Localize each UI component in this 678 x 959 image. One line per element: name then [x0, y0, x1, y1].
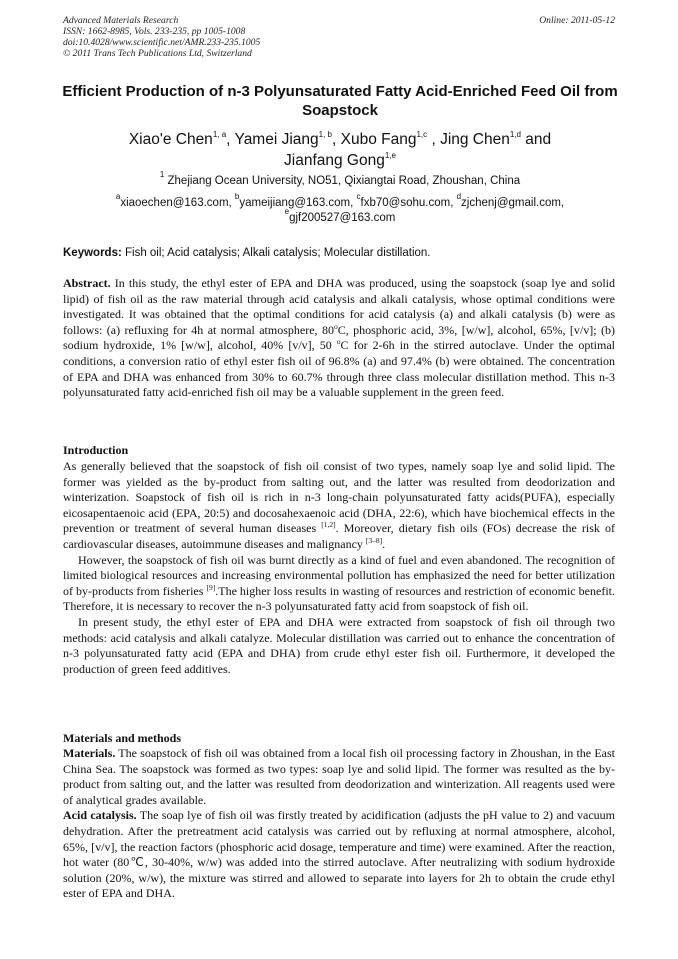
author-name: Jing Chen: [440, 131, 510, 148]
copyright-line: © 2011 Trans Tech Publications Ltd, Switzerland: [63, 48, 252, 59]
email-mark: a: [115, 192, 121, 201]
email-address[interactable]: fxb70@sohu.com,: [360, 197, 457, 209]
keywords: [63, 246, 615, 260]
online-date: Online: 2011-05-12: [539, 15, 615, 26]
author-affil-mark: 1,d: [509, 130, 521, 139]
abstract-text: C for 2-6h in the stirred autoclave. Under the optimal conditions, a conversion ratio of ethyl ester fish oil of 96.8% (a) and 97.4% (b) were obtained. The concentration of EPA and DHA was enhanced from 30% to 60.7% through three class molecular distillation method. This n-3 polyunsaturated fatty acid-enriched fish oil may be a valuable supplement in the green feed.: [63, 338, 615, 400]
abstract-text: In this study, the ethyl ester of EPA and DHA was produced, using the soapstock (soap lye and solid lipid) of fish oil as the raw material through acid catalysis and alkali catalysis, whose optimal conditions were investigated. It was obtained that the optimal conditions for acid catalysis (a) and alkali catalysis (b) were as follows: (a) refluxing for 4h at normal atmosphere, 80: [63, 276, 615, 337]
keywords-label: Keywords:: [63, 247, 122, 259]
author-name: Yamei Jiang: [234, 131, 319, 148]
introduction-heading: Introduction: [63, 443, 129, 457]
author-list: [50, 129, 630, 171]
paragraph-text: .: [382, 536, 386, 551]
paragraph-text: The soap lye of fish oil was firstly treated by acidification (adjusts the pH value to 2) and vacuum dehydration. After the pretreatment acid catalysis was carried out by refluxing at normal atmosphere, alcohol, 65%, [v/v], the reaction factors (phosphoric acid dosage, temperature and time) were examined. After the reaction, hot water (80℃, 30-40%, w/w) was added into the stirred autoclave. After neutralizing with sodium hydroxide solution (20%, w/w), the mixture was stirred and allowed to separate into layers for 2h to obtain the crude ethyl ester of EPA and DHA.: [63, 808, 615, 901]
paragraph-text: . Moreover, dietary fish oils (FOs) decrease the risk of cardiovascular diseases, autoimmune diseases and malignancy: [63, 521, 615, 551]
acid-catalysis-paragraph: [63, 808, 615, 902]
materials-label: Materials.: [63, 746, 116, 760]
affiliation: [60, 170, 620, 189]
email-address[interactable]: zjchenj@gmail.com,: [461, 197, 565, 209]
abstract-paragraph: [63, 276, 615, 401]
acid-catalysis-label: Acid catalysis.: [63, 808, 137, 823]
journal-name: Advanced Materials Research: [63, 15, 179, 26]
degree-mark: o: [333, 321, 338, 331]
paragraph-text: .The higher loss results in wasting of resources and restriction of economic benefit. Therefore, it is necessary to recover the n-3 polyunsaturated fatty acid from soapstock of fish oil.: [63, 583, 615, 614]
citation[interactable]: [1,2]: [321, 520, 336, 530]
affiliation-mark: 1: [159, 170, 165, 179]
introduction-section: [63, 459, 615, 677]
degree-mark: o: [336, 337, 341, 347]
author-separator: ,: [427, 131, 441, 148]
paragraph-text: As generally believed that the soapstock of fish oil consist of two types, namely soap lye and solid lipid. The former was yielded as the by-product from salting out, and the latter was resulted from deodorization and winterization. Soapstock of fish oil is rich in n-3 long-chain polyunsaturated fatty acids(PUFA), especially eicosapentaenoic acid (EPA, 20:5) and docosahexaenoic acid (DHA, 22:6), which have biochemical effects in the prevention or treatment of several human diseases: [63, 459, 615, 536]
email-mark: d: [456, 192, 462, 201]
abstract-section: [63, 276, 615, 401]
email-address[interactable]: gjf200527@163.com: [289, 212, 396, 224]
author-name: Xubo Fang: [340, 131, 417, 148]
affiliation-text: Zhejiang Ocean University, NO51, Qixiangtai Road, Zhoushan, China: [167, 175, 521, 187]
author-affil-mark: 1, a: [212, 130, 227, 139]
author-affil-mark: 1,c: [416, 130, 428, 139]
author-separator: ,: [332, 131, 341, 148]
email-address[interactable]: yameijiang@163.com,: [239, 197, 357, 209]
intro-paragraph: [63, 459, 615, 553]
author-separator: and: [520, 131, 552, 148]
author-affil-mark: 1,e: [384, 151, 396, 160]
author-name: Jianfang Gong: [284, 152, 385, 169]
email-mark: b: [234, 192, 240, 201]
keywords-text: Fish oil; Acid catalysis; Alkali catalysis; Molecular distillation.: [121, 247, 431, 259]
author-separator: ,: [226, 131, 235, 148]
materials-paragraph: [63, 746, 615, 808]
citation[interactable]: [3–8]: [365, 535, 383, 545]
intro-paragraph: In present study, the ethyl ester of EPA and DHA were extracted from soapstock of fish oil through two methods: acid catalysis and alkali catalyze. Molecular distillation was carried out to enhance the concentration of n-3 polyunsaturated fatty acid (EPA and DHA) from crude ethyl ester fish oil. Furthermore, it developed the production of green feed additives.: [63, 614, 615, 676]
issn-line: ISSN: 1662-8985, Vols. 233-235, pp 1005-1008: [63, 26, 246, 37]
intro-paragraph: [63, 553, 615, 615]
paper-title: Efficient Production of n-3 Polyunsaturated Fatty Acid-Enriched Feed Oil from Soapstock: [62, 83, 618, 119]
author-name: Xiao'e Chen: [128, 131, 213, 148]
doi-line: doi:10.4028/www.scientific.net/AMR.233-235.1005: [63, 37, 261, 48]
paragraph-text: However, the soapstock of fish oil was burnt directly as a kind of fuel and even abandoned. The recognition of limited biological resources and increasing environmental pollution has emphasized the need for better utilization of by-products from fisheries: [63, 552, 615, 598]
abstract-label: Abstract.: [63, 276, 111, 290]
email-address[interactable]: xiaoechen@163.com,: [120, 197, 235, 209]
author-emails: [60, 192, 620, 226]
citation[interactable]: [9]: [206, 582, 216, 592]
paragraph-text: The soapstock of fish oil was obtained from a local fish oil processing factory in Zhoushan, in the East China Sea. The soapstock was formed as two types: soap lye and solid lipid. The former was resulted as the by-product from salting out, and the latter was resulted from deodorization and winterization. All reagents used were of analytical grades available.: [63, 746, 615, 807]
methods-heading: Materials and methods: [63, 731, 181, 745]
methods-section: [63, 746, 615, 902]
author-affil-mark: 1, b: [318, 130, 332, 139]
email-mark: c: [356, 192, 361, 201]
email-mark: e: [284, 207, 290, 216]
abstract-text: C, phosphoric acid, 3%, [w/w], alcohol, 65%, [v/v]; (b) sodium hydroxide, 1% [w/w], alcohol, 40% [v/v], 50: [63, 322, 615, 353]
journal-header: [63, 15, 615, 59]
